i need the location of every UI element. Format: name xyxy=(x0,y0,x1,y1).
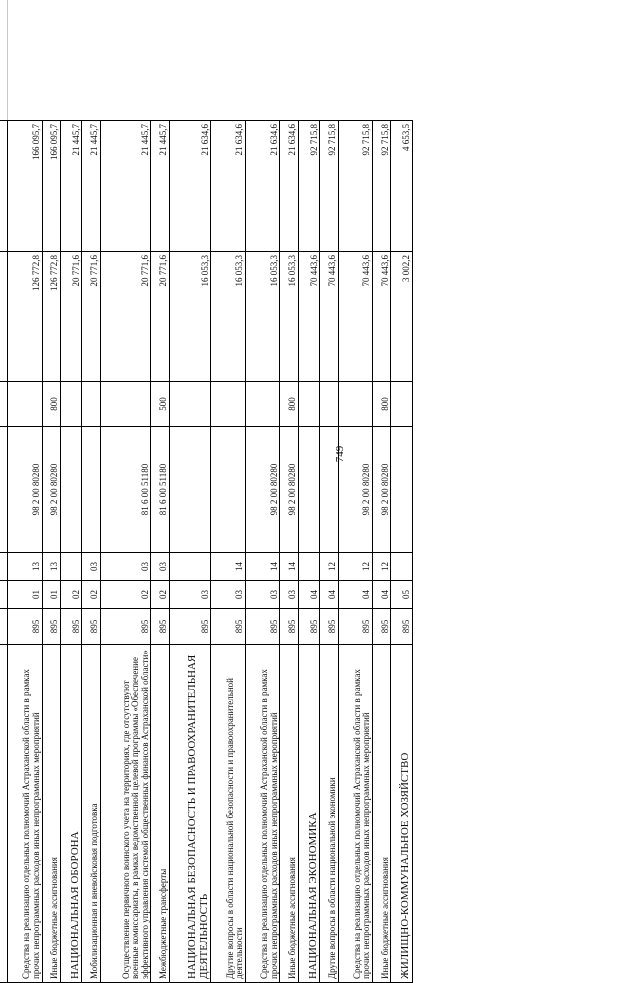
table-header-row xyxy=(0,121,8,983)
row-csr xyxy=(60,427,82,553)
row-2021: 166 095,7 xyxy=(42,121,60,252)
row-rz: 02 xyxy=(151,581,169,609)
row-rz: 04 xyxy=(373,581,391,609)
row-2021: 21 634,6 xyxy=(280,121,298,252)
row-2021: 21 634,6 xyxy=(169,121,211,252)
row-grbs: 895 xyxy=(391,609,413,645)
row-grbs: 895 xyxy=(320,609,338,645)
row-2021: 4 653,5 xyxy=(391,121,413,252)
row-name: Средства на реализацию отдельных полномочий Астраханской области в рамках прочих непрограммных расходов иных непрограммных мероприятий xyxy=(245,645,280,983)
row-grbs: 895 xyxy=(338,609,373,645)
row-rz: 03 xyxy=(280,581,298,609)
table-row xyxy=(82,121,100,983)
row-csr: 81 6 00 51180 xyxy=(100,427,151,553)
row-pr: 13 xyxy=(42,553,60,581)
row-name: Другие вопросы в области национальной экономики xyxy=(320,645,338,983)
row-vr xyxy=(298,382,320,427)
row-name: Средства на реализацию отдельных полномочий Астраханской области в рамках прочих непрограммных расходов иных непрограммных мероприятий xyxy=(8,645,43,983)
row-2020: 126 772,8 xyxy=(8,252,43,382)
table-row xyxy=(8,121,43,983)
row-pr: 14 xyxy=(280,553,298,581)
table-row xyxy=(151,121,169,983)
row-2021: 21 445,7 xyxy=(151,121,169,252)
row-csr xyxy=(82,427,100,553)
row-vr xyxy=(8,382,43,427)
table-row xyxy=(100,121,151,983)
row-name: НАЦИОНАЛЬНАЯ БЕЗОПАСНОСТЬ И ПРАВООХРАНИТЕЛЬНАЯ ДЕЯТЕЛЬНОСТЬ xyxy=(169,645,211,983)
row-grbs: 895 xyxy=(280,609,298,645)
row-grbs: 895 xyxy=(82,609,100,645)
row-2021: 92 715,8 xyxy=(373,121,391,252)
row-2020: 20 771,6 xyxy=(151,252,169,382)
row-2021: 21 445,7 xyxy=(100,121,151,252)
row-csr: 98 2 00 80280 xyxy=(373,427,391,553)
row-grbs: 895 xyxy=(8,609,43,645)
row-rz: 04 xyxy=(298,581,320,609)
table-row xyxy=(338,121,373,983)
header-2020 xyxy=(0,252,8,382)
table-row xyxy=(60,121,82,983)
row-vr: 800 xyxy=(280,382,298,427)
row-2020: 70 443,6 xyxy=(298,252,320,382)
budget-table-rotated xyxy=(0,121,413,983)
row-csr: 98 2 00 80280 xyxy=(8,427,43,553)
row-pr xyxy=(391,553,413,581)
row-pr: 03 xyxy=(151,553,169,581)
row-name: ЖИЛИЩНО-КОММУНАЛЬНОЕ ХОЗЯЙСТВО xyxy=(391,645,413,983)
row-rz: 03 xyxy=(211,581,246,609)
row-2020: 70 443,6 xyxy=(320,252,338,382)
row-vr xyxy=(211,382,246,427)
table-body xyxy=(8,121,413,983)
row-csr xyxy=(391,427,413,553)
row-pr: 12 xyxy=(338,553,373,581)
table-row xyxy=(373,121,391,983)
row-2021: 92 715,8 xyxy=(298,121,320,252)
row-rz: 02 xyxy=(100,581,151,609)
header-vr xyxy=(0,382,8,427)
row-pr: 14 xyxy=(245,553,280,581)
row-name: Иные бюджетные ассигнования xyxy=(280,645,298,983)
row-csr xyxy=(211,427,246,553)
row-pr xyxy=(60,553,82,581)
row-rz: 05 xyxy=(391,581,413,609)
row-grbs: 895 xyxy=(100,609,151,645)
table-row xyxy=(42,121,60,983)
row-csr xyxy=(320,427,338,553)
row-name: Другие вопросы в области национальной безопасности и правоохранительной деятельности xyxy=(211,645,246,983)
row-grbs: 895 xyxy=(373,609,391,645)
row-pr: 12 xyxy=(373,553,391,581)
row-grbs: 895 xyxy=(42,609,60,645)
row-vr xyxy=(100,382,151,427)
row-vr: 800 xyxy=(373,382,391,427)
table-row xyxy=(169,121,211,983)
row-vr: 800 xyxy=(42,382,60,427)
row-2020: 3 002,2 xyxy=(391,252,413,382)
row-rz: 03 xyxy=(169,581,211,609)
row-2021: 21 634,6 xyxy=(245,121,280,252)
row-2020: 16 053,3 xyxy=(280,252,298,382)
budget-table xyxy=(0,120,413,983)
row-pr xyxy=(298,553,320,581)
row-rz: 02 xyxy=(60,581,82,609)
row-rz: 04 xyxy=(320,581,338,609)
row-grbs: 895 xyxy=(169,609,211,645)
row-name: НАЦИОНАЛЬНАЯ ЭКОНОМИКА xyxy=(298,645,320,983)
row-grbs: 895 xyxy=(151,609,169,645)
row-rz: 03 xyxy=(245,581,280,609)
row-rz: 02 xyxy=(82,581,100,609)
row-2020: 16 053,3 xyxy=(245,252,280,382)
row-name: Иные бюджетные ассигнования xyxy=(42,645,60,983)
header-grbs xyxy=(0,609,8,645)
row-2021: 92 715,8 xyxy=(320,121,338,252)
row-pr: 12 xyxy=(320,553,338,581)
row-2021: 21 634,6 xyxy=(211,121,246,252)
row-csr: 98 2 00 80280 xyxy=(338,427,373,553)
table-row xyxy=(211,121,246,983)
header-name xyxy=(0,645,8,983)
header-csr xyxy=(0,427,8,553)
row-name: НАЦИОНАЛЬНАЯ ОБОРОНА xyxy=(60,645,82,983)
row-csr xyxy=(298,427,320,553)
row-csr: 98 2 00 80280 xyxy=(245,427,280,553)
row-name: Мобилизационная и вневойсковая подготовка xyxy=(82,645,100,983)
row-2021: 21 445,7 xyxy=(60,121,82,252)
row-vr xyxy=(391,382,413,427)
row-rz: 04 xyxy=(338,581,373,609)
row-name: Межбюджетные трансферты xyxy=(151,645,169,983)
row-grbs: 895 xyxy=(245,609,280,645)
row-2020: 70 443,6 xyxy=(338,252,373,382)
row-pr: 14 xyxy=(211,553,246,581)
row-2021: 21 445,7 xyxy=(82,121,100,252)
header-2021 xyxy=(0,121,8,252)
row-grbs: 895 xyxy=(211,609,246,645)
row-vr xyxy=(169,382,211,427)
row-pr: 13 xyxy=(8,553,43,581)
row-grbs: 895 xyxy=(298,609,320,645)
row-vr: 500 xyxy=(151,382,169,427)
row-rz: 01 xyxy=(8,581,43,609)
row-2020: 20 771,6 xyxy=(82,252,100,382)
row-vr xyxy=(82,382,100,427)
table-row xyxy=(320,121,338,983)
row-name: Осуществление первичного воинского учета на территориях, где отсутствуют военные комиссариаты, в рамках ведомственной целевой программы «Обеспечение эффективного управления системой общественных финансов Астраханской области» xyxy=(100,645,151,983)
row-2021: 92 715,8 xyxy=(338,121,373,252)
row-2020: 70 443,6 xyxy=(373,252,391,382)
table-row xyxy=(245,121,280,983)
row-csr: 98 2 00 80280 xyxy=(280,427,298,553)
row-vr xyxy=(320,382,338,427)
table-row xyxy=(391,121,413,983)
row-rz: 01 xyxy=(42,581,60,609)
row-2021: 166 095,7 xyxy=(8,121,43,252)
row-vr xyxy=(245,382,280,427)
header-pr xyxy=(0,553,8,581)
row-2020: 126 772,8 xyxy=(42,252,60,382)
row-2020: 20 771,6 xyxy=(100,252,151,382)
row-csr: 98 2 00 80280 xyxy=(42,427,60,553)
page-number: 749 xyxy=(334,445,346,463)
row-csr: 81 6 00 51180 xyxy=(151,427,169,553)
row-2020: 16 053,3 xyxy=(169,252,211,382)
row-vr xyxy=(338,382,373,427)
table-row xyxy=(280,121,298,983)
row-name: Средства на реализацию отдельных полномочий Астраханской области в рамках прочих непрограммных расходов иных непрограммных мероприятий xyxy=(338,645,373,983)
row-2020: 16 053,3 xyxy=(211,252,246,382)
header-rz xyxy=(0,581,8,609)
table-row xyxy=(298,121,320,983)
row-name: Иные бюджетные ассигнования xyxy=(373,645,391,983)
row-pr xyxy=(169,553,211,581)
row-csr xyxy=(169,427,211,553)
row-pr: 03 xyxy=(100,553,151,581)
row-grbs: 895 xyxy=(60,609,82,645)
row-pr: 03 xyxy=(82,553,100,581)
row-2020: 20 771,6 xyxy=(60,252,82,382)
row-vr xyxy=(60,382,82,427)
